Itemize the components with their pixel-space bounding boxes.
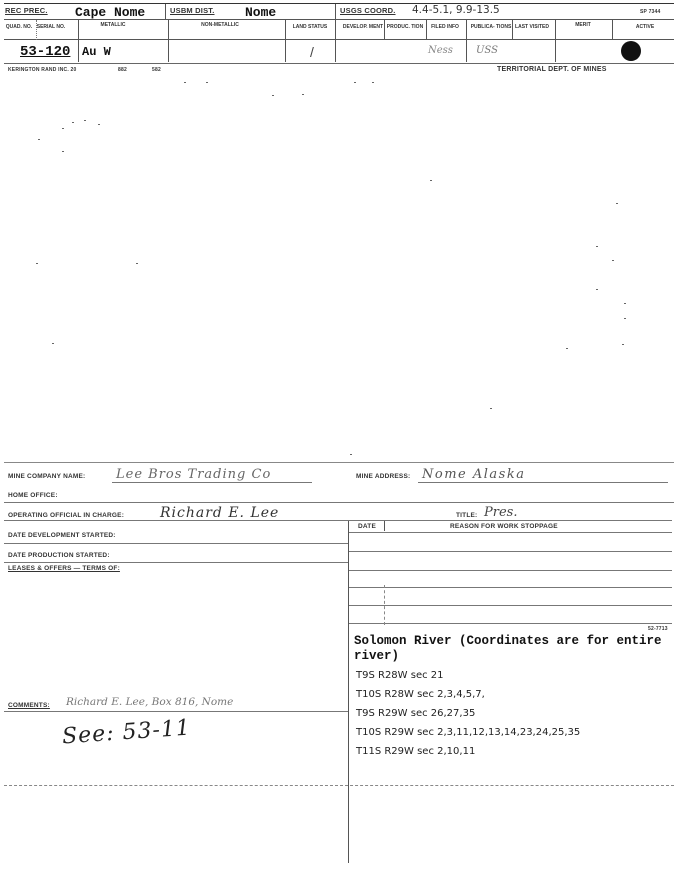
- legal-line: T10S R28W sec 2,3,4,5,7,: [356, 689, 485, 700]
- quad-no-label: QUAD. NO.: [5, 24, 33, 30]
- stamp-code: 52-7713: [648, 626, 668, 632]
- legal-descriptions: [356, 670, 676, 765]
- filed-info-value: Ness: [428, 45, 453, 56]
- land-status-label: LAND STATUS: [292, 24, 328, 30]
- leases-label: LEASES & OFFERS — TERMS OF:: [8, 565, 120, 572]
- printer-code-2: 582: [152, 67, 161, 73]
- rec-prec-label: REC PREC.: [5, 6, 48, 15]
- date-production-label: DATE PRODUCTION STARTED:: [8, 552, 110, 559]
- title-value: Pres.: [484, 505, 518, 520]
- merit-label: MERIT: [575, 22, 591, 28]
- mine-address-label: MINE ADDRESS:: [356, 473, 411, 480]
- date-column-label: DATE: [358, 523, 377, 530]
- produc-tion-label: PRODUC. TION: [386, 24, 424, 30]
- comments-label: COMMENTS:: [8, 702, 50, 709]
- printer-code-1: 882: [118, 67, 127, 73]
- home-office-label: HOME OFFICE:: [8, 492, 58, 499]
- last-visited-label: LAST VISITED: [515, 24, 549, 30]
- serial-no-label: SERIAL NO.: [36, 24, 66, 30]
- publications-label: PUBLICA- TIONS: [470, 24, 512, 30]
- metallic-value: Au W: [82, 45, 111, 59]
- printer-imprint: KERINGTON RAND INC. 20: [8, 67, 77, 73]
- date-development-label: DATE DEVELOPMENT STARTED:: [8, 532, 116, 539]
- location-note: Solomon River (Coordinates are for entire river): [354, 634, 662, 663]
- operating-official-value: Richard E. Lee: [160, 505, 280, 521]
- form-number: SP 7344: [640, 9, 661, 15]
- rec-prec-value: Cape Nome: [75, 5, 146, 20]
- department-name: TERRITORIAL DEPT. OF MINES: [497, 66, 607, 73]
- usgs-coord-label: USGS COORD.: [340, 6, 396, 15]
- reason-column-label: REASON FOR WORK STOPPAGE: [450, 523, 558, 530]
- active-dot-icon: [621, 41, 641, 61]
- title-label: TITLE:: [456, 512, 478, 519]
- operating-official-label: OPERATING OFFICIAL IN CHARGE:: [8, 512, 125, 519]
- mine-company-value: Lee Bros Trading Co: [116, 467, 272, 482]
- comments-value: Richard E. Lee, Box 816, Nome: [66, 696, 234, 708]
- see-reference-note: See: 53-11: [61, 715, 192, 750]
- legal-line: T10S R29W sec 2,3,11,12,13,14,23,24,25,35: [356, 727, 581, 738]
- legal-line: T9S R29W sec 26,27,35: [356, 708, 476, 719]
- serial-number: 53-120: [20, 44, 71, 60]
- nonmetallic-label: NON-METALLIC: [201, 22, 239, 28]
- usbm-dist-label: USBM DIST.: [170, 6, 215, 15]
- mine-address-value: Nome Alaska: [422, 467, 526, 482]
- metallic-label: METALLIC: [100, 22, 126, 28]
- publications-value: USS: [476, 45, 498, 56]
- develop-ment-label: DEVELOP. MENT: [342, 24, 384, 30]
- land-status-mark: /: [310, 44, 314, 60]
- active-label: ACTIVE: [635, 24, 655, 30]
- legal-line: T9S R28W sec 21: [356, 670, 444, 681]
- usbm-dist-value: Nome: [245, 5, 277, 20]
- mine-company-label: MINE COMPANY NAME:: [8, 473, 86, 480]
- legal-line: T11S R29W sec 2,10,11: [356, 746, 476, 757]
- filed-info-label: FILED INFO: [431, 24, 459, 30]
- usgs-coord-value: 4.4-5.1, 9.9-13.5: [412, 4, 500, 16]
